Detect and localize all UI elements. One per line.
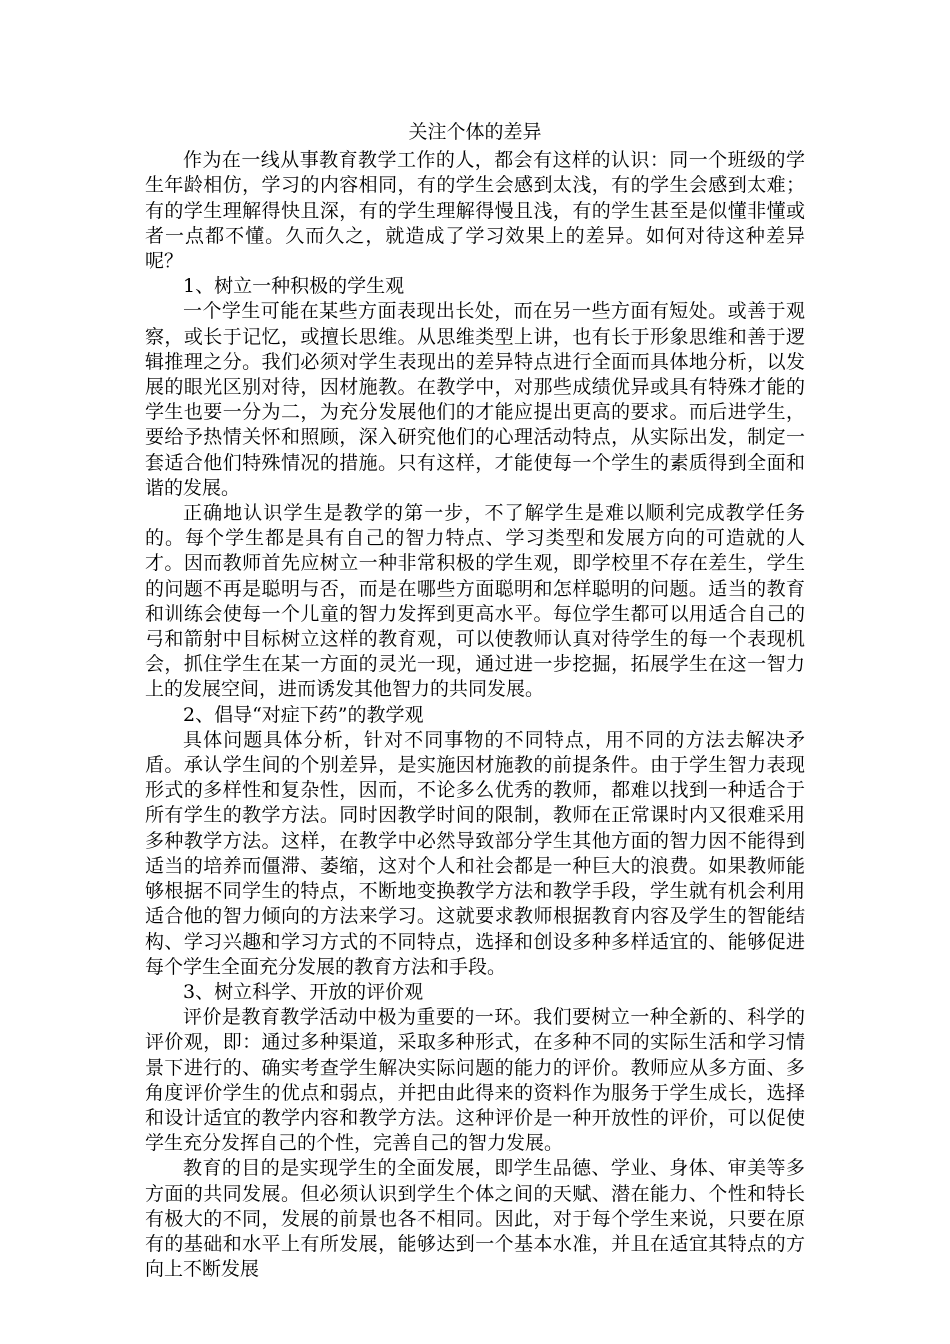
document-title: 关注个体的差异	[408, 121, 542, 143]
section-heading-3: 3、树立科学、开放的评价观	[183, 980, 424, 1003]
section-heading-1: 1、树立一种积极的学生观	[183, 275, 405, 298]
body-paragraph: 一个学生可能在某些方面表现出长处，而在另一些方面有短处。或善于观察，或长于记忆，或擅长思维。从思维类型上讲，也有长于形象思维和善于逻辑推理之分。我们必须对学生表现出的差异特点进行全面而具体地分析，以发展的眼光区别对待，因材施教。在教学中，对那些成绩优异或具有特殊才能的学生也要一分为二，为充分发展他们的才能应提出更高的要求。而后进学生，要给予热情关怀和照顾，深入研究他们的心理活动特点，从实际出发，制定一套适合他们特殊情况的措施。只有这样，才能使每一个学生的素质得到全面和谐的发展。	[145, 300, 805, 499]
document-page	[145, 120, 805, 1282]
body-paragraph: 具体问题具体分析，针对不同事物的不同特点，用不同的方法去解决矛盾。承认学生间的个别差异，是实施因材施教的前提条件。由于学生智力表现形式的多样性和复杂性，因而，不论多么优秀的教师，都难以找到一种适合于所有学生的教学方法。同时因教学时间的限制，教师在正常课时内又很难采用多种教学方法。这样，在教学中必然导致部分学生其他方面的智力因不能得到适当的培养而僵滞、萎缩，这对个人和社会都是一种巨大的浪费。如果教师能够根据不同学生的特点，不断地变换教学方法和教学手段，学生就有机会利用适合他的智力倾向的方法来学习。这就要求教师根据教育内容及学生的智能结构、学习兴趣和学习方式的不同特点，选择和创设多种多样适宜的、能够促进每个学生全面充分发展的教育方法和手段。	[145, 728, 805, 978]
intro-paragraph: 作为在一线从事教育教学工作的人，都会有这样的认识：同一个班级的学生年龄相仿，学习的内容相同，有的学生会感到太浅，有的学生会感到太难；有的学生理解得快且深，有的学生理解得慢且浅，有的学生甚至是似懂非懂或者一点都不懂。久而久之，就造成了学习效果上的差异。如何对待这种差异呢？	[145, 149, 805, 273]
section-heading-2: 2、倡导“对症下药”的教学观	[183, 703, 424, 726]
body-paragraph: 评价是教育教学活动中极为重要的一环。我们要树立一种全新的、科学的评价观，即：通过多种渠道，采取多种形式，在多种不同的实际生活和学习情景下进行的、确实考查学生解决实际问题的能力的评价。教师应从多方面、多角度评价学生的优点和弱点，并把由此得来的资料作为服务于学生成长，选择和设计适宜的教学内容和教学方法。这种评价是一种开放性的评价，可以促使学生充分发挥自己的个性，完善自己的智力发展。	[145, 1006, 805, 1155]
body-paragraph: 正确地认识学生是教学的第一步，不了解学生是难以顺利完成教学任务的。每个学生都是具有自己的智力特点、学习类型和发展方向的可造就的人才。因而教师首先应树立一种非常积极的学生观，即学校里不存在差生，学生的问题不再是聪明与否，而是在哪些方面聪明和怎样聪明的问题。适当的教育和训练会使每一个儿童的智力发挥到更高水平。每位学生都可以用适合自己的弓和箭射中目标树立这样的教育观，可以使教师认真对待学生的每一个表现机会，抓住学生在某一方面的灵光一现，通过进一步挖掘，拓展学生在这一智力上的发展空间，进而诱发其他智力的共同发展。	[145, 502, 805, 701]
body-paragraph: 教育的目的是实现学生的全面发展，即学生品德、学业、身体、审美等多方面的共同发展。但必须认识到学生个体之间的天赋、潜在能力、个性和特长有极大的不同，发展的前景也各不相同。因此，对于每个学生来说，只要在原有的基础和水平上有所发展，能够达到一个基本水准，并且在适宜其特点的方向上不断发展	[145, 1157, 805, 1281]
